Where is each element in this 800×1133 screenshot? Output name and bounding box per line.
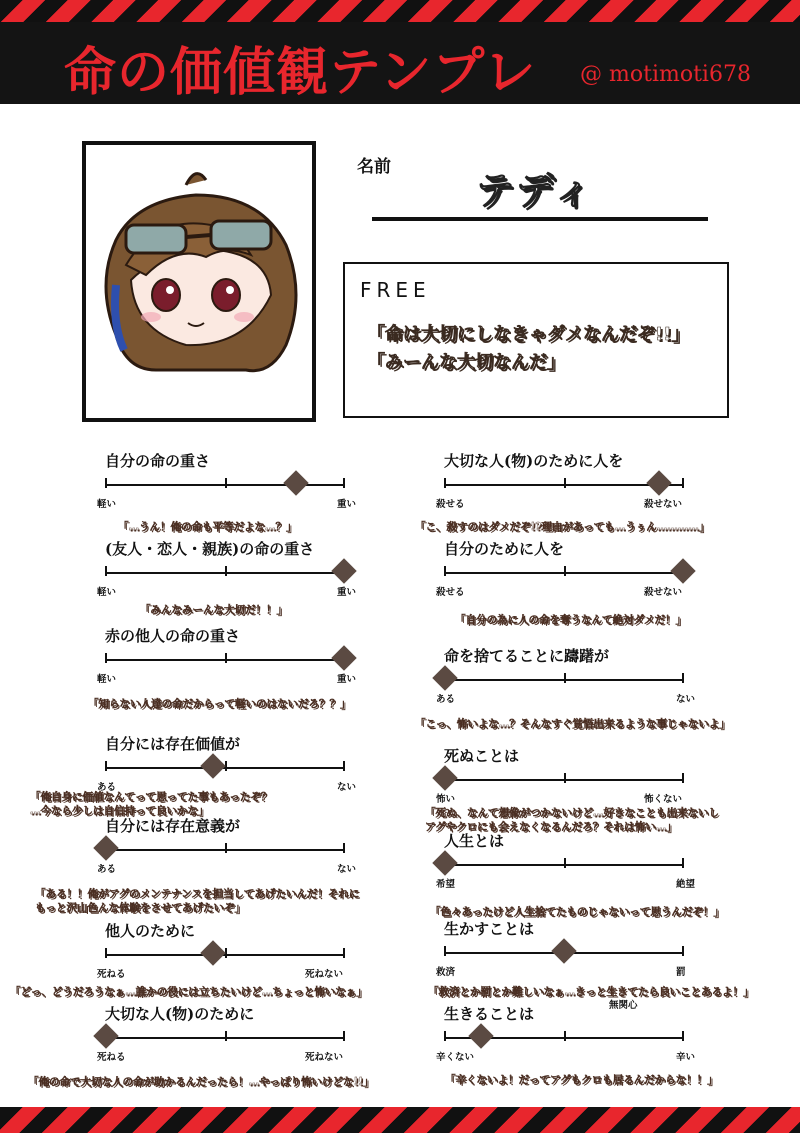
scale-marker <box>646 470 671 495</box>
scale-tick <box>682 773 684 783</box>
left-answer-comment-2: 「みんなみーんな大切だ！！」 <box>140 604 287 616</box>
scale-marker <box>200 753 225 778</box>
scale-marker <box>432 850 457 875</box>
scale-tick <box>105 478 107 488</box>
left-answer-comment-5: 「ある！！俺がアグのメンテナンスを担当してあげたいんだ！それに もっと沢山色んな体験をさせてあげたいぞ」 <box>35 888 360 914</box>
left-answer-comment-1: 「…うん！俺の命も平等だよな…？」 <box>118 521 297 533</box>
scale-left-label: 殺せる <box>436 587 465 598</box>
scale-tick <box>444 1031 446 1041</box>
scale-tick <box>225 843 227 853</box>
scale-right-label: 重い <box>337 499 357 510</box>
scale-tick <box>444 566 446 576</box>
scale-tick <box>682 858 684 868</box>
scale-tick <box>105 566 107 576</box>
right-answer-comment-5: 「色々あったけど人生捨てたものじゃないって思うんだぞ！」 <box>430 906 724 918</box>
question-title: 命を捨てることに躊躇が <box>444 647 610 665</box>
right-answer-comment-2: 「自分の為に人の命を奪うなんて絶対ダメだ！」 <box>455 614 686 626</box>
scale-tick <box>343 948 345 958</box>
scale-left-label: 怖い <box>436 794 456 805</box>
scale-left-label: 軽い <box>97 499 117 510</box>
question-title: 大切な人(物)のために <box>105 1005 255 1023</box>
question-title: 生かすことは <box>444 920 535 938</box>
question-title: 自分のために人を <box>444 540 565 558</box>
free-quote-2: 「みーんな大切なんだ」 <box>367 352 565 373</box>
scale-tick <box>564 773 566 783</box>
top-hazard-stripe <box>0 0 800 22</box>
scale-marker <box>468 1023 493 1048</box>
scale-left-label: 死ねる <box>97 969 126 980</box>
scale-marker <box>331 645 356 670</box>
left-answer-comment-3: 「知らない人達の命だからって軽いのはないだろ？？」 <box>88 698 351 710</box>
character-name: テディ <box>476 169 593 213</box>
scale-tick <box>444 946 446 956</box>
question-title: 自分の命の重さ <box>105 452 211 470</box>
scale-marker <box>432 665 457 690</box>
scale-marker <box>284 470 309 495</box>
scale-right-label: 殺せない <box>644 587 683 598</box>
scale-tick <box>343 761 345 771</box>
scale-middle-label: 無関心 <box>609 1000 638 1011</box>
question-title: 赤の他人の命の重さ <box>105 627 241 645</box>
scale-tick <box>225 478 227 488</box>
scale-tick <box>343 843 345 853</box>
scale-right-label: 殺せない <box>644 499 683 510</box>
scale-tick <box>343 1031 345 1041</box>
scale-right-label: 絶望 <box>676 879 696 890</box>
question-title: (友人・恋人・親族)の命の重さ <box>105 540 315 558</box>
right-answer-comment-1: 「こ、殺すのはダメだぞ!?理由があっても…うぅん…………」 <box>415 521 710 533</box>
right-answer-comment-3: 「こっ、怖いよな…？そんなすぐ覚悟出来るような事じゃないよ」 <box>415 718 730 730</box>
bottom-hazard-stripe <box>0 1107 800 1133</box>
scale-right-label: ない <box>337 864 357 875</box>
scale-tick <box>444 478 446 488</box>
scale-right-label: 罰 <box>676 967 686 978</box>
free-box <box>343 262 729 418</box>
scale-tick <box>564 673 566 683</box>
author-handle: @ motimoti678 <box>580 62 751 87</box>
right-answer-comment-4: 「死ぬ、なんて想像がつかないけど…好きなことも出来ないし アグやクロにも会えなくなるんだろ？それは怖い…」 <box>425 807 719 833</box>
question-title: 他人のために <box>105 922 196 940</box>
scale-right-label: 死ねない <box>305 969 344 980</box>
scale-left-label: ある <box>97 782 117 793</box>
page-title: 命の価値観テンプレ <box>64 42 537 103</box>
scale-left-label: 軽い <box>97 587 117 598</box>
scale-left-label: 救済 <box>436 967 456 978</box>
right-answer-comment-7: 「辛くないよ！だってアグもクロも居るんだからな！！」 <box>445 1074 718 1086</box>
scale-tick <box>564 478 566 488</box>
right-answer-comment-6: 「救済とか罰とか難しいなぁ…きっと生きてたら良いことあるよ！」 <box>428 986 754 998</box>
scale-tick <box>682 673 684 683</box>
scale-tick <box>225 653 227 663</box>
scale-left-label: ある <box>436 694 456 705</box>
scale-marker <box>670 558 695 583</box>
scale-marker <box>93 1023 118 1048</box>
scale-left-label: 殺せる <box>436 499 465 510</box>
question-title: 大切な人(物)のために人を <box>444 452 624 470</box>
scale-tick <box>564 566 566 576</box>
scale-left-label: ある <box>97 864 117 875</box>
scale-right-label: ない <box>676 694 696 705</box>
question-title: 人生とは <box>444 832 505 850</box>
scale-right-label: 重い <box>337 674 357 685</box>
scale-right-label: ない <box>337 782 357 793</box>
question-title: 自分には存在価値が <box>105 735 241 753</box>
scale-marker <box>551 938 576 963</box>
scale-tick <box>105 948 107 958</box>
scale-tick <box>682 1031 684 1041</box>
question-title: 生きることは <box>444 1005 535 1023</box>
name-label: 名前 <box>357 157 391 177</box>
scale-tick <box>225 1031 227 1041</box>
scale-left-label: 希望 <box>436 879 456 890</box>
scale-left-label: 辛くない <box>436 1052 475 1063</box>
question-title: 死ぬことは <box>444 747 520 765</box>
left-answer-comment-6: 「どっ、どうだろうなぁ…誰かの役には立ちたいけど…ちょっと怖いなぁ」 <box>10 986 367 998</box>
scale-tick <box>105 761 107 771</box>
left-answer-comment-7: 「俺の命で大切な人の命が助かるんだったら！…やっぱり怖いけどな!!」 <box>28 1076 374 1088</box>
question-title: 自分には存在意義が <box>105 817 241 835</box>
scale-tick <box>225 566 227 576</box>
scale-marker <box>331 558 356 583</box>
name-underline <box>372 217 708 221</box>
left-answer-comment-4: 「俺自身に価値なんてって思ってた事もあったぞ？ …今なら少しは自信持って良いかな」 <box>30 791 272 817</box>
scale-tick <box>564 858 566 868</box>
scale-tick <box>105 653 107 663</box>
scale-right-label: 怖くない <box>644 794 683 805</box>
character-portrait <box>82 141 316 422</box>
scale-right-label: 辛い <box>676 1052 696 1063</box>
scale-tick <box>682 478 684 488</box>
scale-tick <box>343 478 345 488</box>
scale-marker <box>432 765 457 790</box>
scale-marker <box>200 940 225 965</box>
free-quote-1: 「命は大切にしなきゃダメなんだぞ!!」 <box>367 324 690 345</box>
scale-left-label: 死ねる <box>97 1052 126 1063</box>
scale-tick <box>564 1031 566 1041</box>
scale-marker <box>93 835 118 860</box>
character-chibi-illustration <box>86 145 312 418</box>
scale-right-label: 重い <box>337 587 357 598</box>
scale-right-label: 死ねない <box>305 1052 344 1063</box>
scale-tick <box>682 946 684 956</box>
free-label: FREE <box>360 278 431 302</box>
scale-left-label: 軽い <box>97 674 117 685</box>
